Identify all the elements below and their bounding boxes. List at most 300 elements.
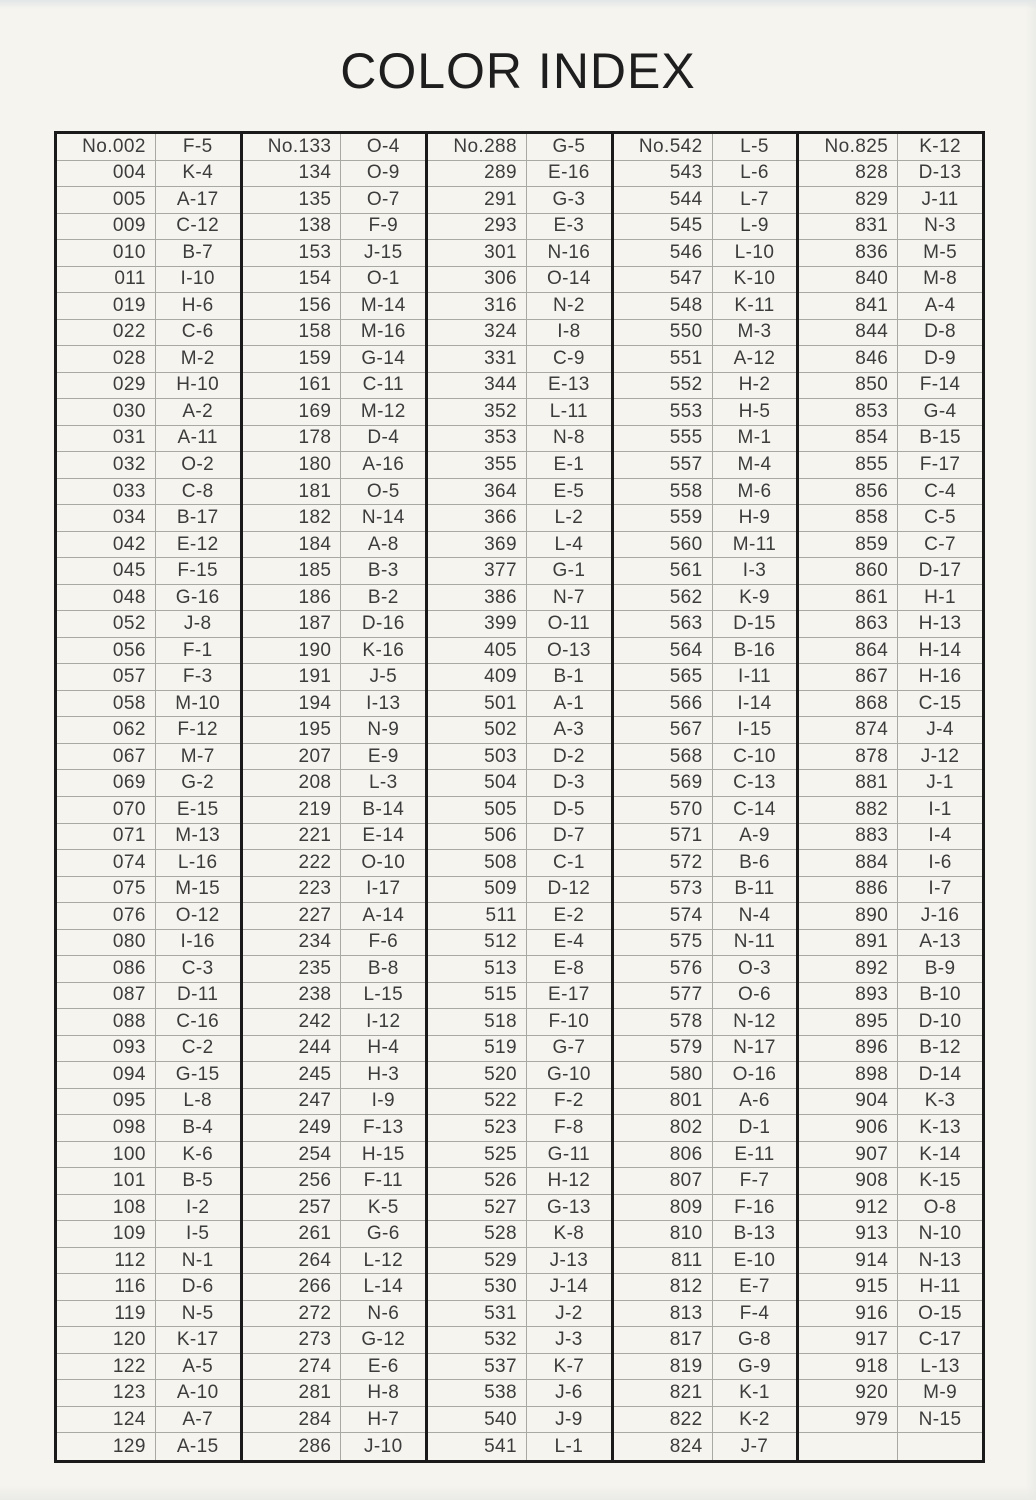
cell-code: I-11	[738, 666, 771, 688]
cell-code: E-6	[367, 1355, 399, 1377]
cell-number: 070	[57, 797, 156, 823]
cell-code: E-3	[553, 215, 585, 237]
cell-code: A-13	[919, 931, 961, 953]
cell-number: 828	[799, 161, 898, 187]
table-row	[57, 1142, 240, 1169]
table-row	[799, 134, 982, 161]
table-row	[799, 611, 982, 638]
cell-code: N-5	[181, 1302, 214, 1324]
table-row	[799, 1062, 982, 1089]
cell-number: 261	[243, 1221, 342, 1247]
cell-code: L-11	[549, 400, 588, 422]
cell-code: H-1	[924, 586, 956, 608]
cell-code: O-12	[175, 904, 220, 926]
cell-code: H-4	[367, 1037, 400, 1059]
cell-code: D-14	[918, 1063, 962, 1085]
cell-code: B-6	[739, 851, 770, 873]
table-row	[243, 1301, 426, 1328]
cell-code: D-17	[918, 560, 962, 582]
cell-code: N-3	[924, 215, 956, 237]
cell-number: 908	[799, 1168, 898, 1194]
cell-code: K-10	[733, 268, 776, 290]
table-row	[614, 850, 797, 877]
table-row	[243, 452, 426, 479]
table-row	[243, 850, 426, 877]
cell-code: O-13	[546, 639, 591, 661]
table-row	[57, 797, 240, 824]
cell-code: E-12	[176, 533, 219, 555]
table-row	[243, 214, 426, 241]
cell-code: H-15	[361, 1143, 405, 1165]
color-index-table	[54, 131, 985, 1463]
cell-code: H-2	[738, 374, 771, 396]
table-row	[428, 1407, 611, 1434]
cell-code: N-4	[738, 904, 771, 926]
table-row	[243, 558, 426, 585]
cell-number: 264	[243, 1248, 342, 1274]
table-row	[614, 1380, 797, 1407]
cell-number: 802	[614, 1115, 713, 1141]
cell-code: I-6	[928, 851, 952, 873]
table-row	[614, 187, 797, 214]
cell-code: O-4	[366, 135, 400, 157]
cell-number: 868	[799, 691, 898, 717]
cell-code: B-11	[734, 878, 775, 900]
table-row	[799, 638, 982, 665]
cell-code: H-13	[918, 613, 962, 635]
cell-code: A-14	[362, 904, 405, 926]
table-row	[428, 1062, 611, 1089]
table-row	[243, 717, 426, 744]
cell-code: J-6	[555, 1382, 583, 1404]
cell-code: H-10	[176, 374, 220, 396]
table-row	[799, 1221, 982, 1248]
cell-code: O-3	[738, 957, 771, 979]
table-row	[614, 161, 797, 188]
table-row	[428, 611, 611, 638]
cell-code: M-13	[175, 825, 221, 847]
cell-number: 527	[428, 1195, 527, 1221]
table-row	[243, 1115, 426, 1142]
table-row	[57, 1354, 240, 1381]
cell-number: 062	[57, 717, 156, 743]
cell-number: 508	[428, 850, 527, 876]
cell-number: 854	[799, 426, 898, 452]
table-row	[614, 638, 797, 665]
table-row	[243, 744, 426, 771]
table-row	[428, 1115, 611, 1142]
cell-code: J-16	[920, 904, 960, 926]
cell-number: 190	[243, 638, 342, 664]
cell-code: D-9	[924, 347, 956, 369]
cell-code: D-2	[552, 745, 585, 767]
cell-number: 523	[428, 1115, 527, 1141]
cell-code: L-13	[920, 1355, 960, 1377]
cell-number: 563	[614, 611, 713, 637]
table-row	[243, 1327, 426, 1354]
cell-number: 809	[614, 1195, 713, 1221]
table-row	[799, 691, 982, 718]
cell-code: F-4	[739, 1302, 770, 1324]
cell-code: F-11	[363, 1170, 403, 1192]
cell-code: C-9	[552, 347, 585, 369]
cell-number: 056	[57, 638, 156, 664]
table-row	[428, 1009, 611, 1036]
table-row	[428, 638, 611, 665]
cell-code: F-9	[368, 215, 399, 237]
cell-number: 562	[614, 585, 713, 611]
cell-number: 222	[243, 850, 342, 876]
table-row	[614, 320, 797, 347]
table-row	[428, 452, 611, 479]
table-row	[243, 824, 426, 851]
cell-code: N-12	[733, 1010, 776, 1032]
cell-code: K-8	[553, 1223, 585, 1245]
cell-number: 576	[614, 956, 713, 982]
cell-code: C-8	[181, 480, 214, 502]
cell-number: 227	[243, 903, 342, 929]
table-row	[243, 611, 426, 638]
cell-code: I-5	[186, 1223, 210, 1245]
cell-number: 052	[57, 611, 156, 637]
cell-number: 306	[428, 267, 527, 293]
cell-number: 543	[614, 161, 713, 187]
table-row	[428, 1142, 611, 1169]
table-row	[614, 505, 797, 532]
cell-code: H-14	[918, 639, 962, 661]
cell-code: E-4	[553, 931, 585, 953]
cell-number: 906	[799, 1115, 898, 1141]
cell-number: 377	[428, 558, 527, 584]
table-row	[57, 187, 240, 214]
table-row	[614, 346, 797, 373]
cell-number: 560	[614, 532, 713, 558]
cell-code: B-4	[182, 1116, 214, 1138]
table-row	[57, 1274, 240, 1301]
cell-number: 884	[799, 850, 898, 876]
cell-number: 886	[799, 877, 898, 903]
table-row	[799, 214, 982, 241]
cell-number: 019	[57, 293, 156, 319]
table-row	[428, 532, 611, 559]
table-row	[57, 956, 240, 983]
cell-number: 537	[428, 1354, 527, 1380]
table-row	[799, 267, 982, 294]
cell-code: D-12	[547, 878, 591, 900]
cell-number: 235	[243, 956, 342, 982]
cell-code: I-10	[180, 268, 215, 290]
table-row	[243, 1009, 426, 1036]
cell-code: H-16	[918, 666, 962, 688]
table-row	[243, 770, 426, 797]
cell-number: 861	[799, 585, 898, 611]
cell-number: 831	[799, 214, 898, 240]
cell-number: 369	[428, 532, 527, 558]
cell-number: 022	[57, 320, 156, 346]
table-row	[799, 903, 982, 930]
cell-code: B-8	[367, 957, 399, 979]
table-row	[57, 532, 240, 559]
cell-number: 031	[57, 426, 156, 452]
table-row	[799, 505, 982, 532]
cell-number: 840	[799, 267, 898, 293]
table-row	[243, 956, 426, 983]
cell-number: 540	[428, 1407, 527, 1433]
cell-number: 291	[428, 187, 527, 213]
cell-number: 824	[614, 1433, 713, 1460]
table-row	[614, 1142, 797, 1169]
cell-code: D-11	[177, 984, 219, 1006]
cell-code: A-7	[182, 1408, 214, 1430]
cell-number: 979	[799, 1407, 898, 1433]
cell-number: 088	[57, 1009, 156, 1035]
table-row	[428, 824, 611, 851]
cell-code: H-9	[738, 507, 771, 529]
cell-code: L-16	[177, 851, 218, 873]
table-row	[428, 1380, 611, 1407]
cell-code: J-10	[364, 1435, 403, 1457]
cell-number: 547	[614, 267, 713, 293]
cell-number: 353	[428, 426, 527, 452]
cell-code: F-6	[368, 931, 399, 953]
cell-number: 541	[428, 1433, 527, 1460]
table-row	[799, 293, 982, 320]
cell-number: 518	[428, 1009, 527, 1035]
cell-number: 344	[428, 373, 527, 399]
cell-code: C-15	[918, 692, 962, 714]
table-row	[428, 983, 611, 1010]
table-row	[614, 1009, 797, 1036]
table-row	[614, 877, 797, 904]
table-row	[57, 267, 240, 294]
table-row	[57, 373, 240, 400]
table-row	[614, 691, 797, 718]
table-row	[243, 293, 426, 320]
cell-code: M-1	[737, 427, 772, 449]
cell-code: M-9	[923, 1382, 958, 1404]
cell-code: M-10	[175, 692, 221, 714]
table-row	[614, 1327, 797, 1354]
cell-number: 011	[57, 267, 156, 293]
cell-number: 578	[614, 1009, 713, 1035]
table-row	[799, 1380, 982, 1407]
table-row	[799, 558, 982, 585]
cell-number: 850	[799, 373, 898, 399]
cell-number: 546	[614, 240, 713, 266]
cell-code: J-3	[555, 1329, 583, 1351]
cell-number: 807	[614, 1168, 713, 1194]
table-row	[799, 585, 982, 612]
cell-code: O-10	[361, 851, 406, 873]
cell-code: M-11	[732, 533, 777, 555]
cell-number: 520	[428, 1062, 527, 1088]
cell-code: G-1	[552, 560, 586, 582]
cell-code: K-4	[182, 162, 214, 184]
cell-code: I-13	[366, 692, 401, 714]
cell-number: 502	[428, 717, 527, 743]
cell-code: B-14	[362, 798, 405, 820]
cell-number: 890	[799, 903, 898, 929]
cell-number: 566	[614, 691, 713, 717]
cell-number: 913	[799, 1221, 898, 1247]
cell-code: C-12	[176, 215, 220, 237]
cell-code: M-2	[180, 347, 215, 369]
cell-code: O-15	[918, 1302, 962, 1324]
cell-code: K-9	[739, 586, 770, 608]
table-row	[799, 373, 982, 400]
table-row	[799, 797, 982, 824]
table-row	[57, 824, 240, 851]
cell-code	[898, 1433, 982, 1460]
table-row	[799, 1168, 982, 1195]
cell-number: 567	[614, 717, 713, 743]
cell-code: M-6	[737, 480, 772, 502]
cell-code: J-12	[920, 745, 960, 767]
cell-number: No.288	[428, 134, 527, 160]
table-row	[57, 664, 240, 691]
cell-code: C-17	[918, 1329, 962, 1351]
cell-number: 914	[799, 1248, 898, 1274]
cell-code: D-5	[552, 798, 585, 820]
cell-code: E-1	[553, 453, 585, 475]
cell-number: 409	[428, 664, 527, 690]
cell-number: 548	[614, 293, 713, 319]
table-row	[243, 983, 426, 1010]
table-row	[614, 1221, 797, 1248]
table-row	[614, 1274, 797, 1301]
table-row	[614, 983, 797, 1010]
cell-code: C-11	[362, 374, 404, 396]
table-row	[428, 1327, 611, 1354]
table-row	[614, 956, 797, 983]
table-row	[428, 797, 611, 824]
table-row	[799, 744, 982, 771]
cell-code: O-6	[738, 984, 771, 1006]
cell-number: 169	[243, 399, 342, 425]
cell-number: No.002	[57, 134, 156, 160]
cell-code: O-16	[732, 1063, 777, 1085]
table-row	[428, 1274, 611, 1301]
cell-number: 316	[428, 293, 527, 319]
cell-code: E-5	[553, 480, 585, 502]
cell-number: 881	[799, 770, 898, 796]
table-row	[799, 187, 982, 214]
cell-code: N-16	[547, 241, 591, 263]
table-row	[614, 903, 797, 930]
cell-code: K-15	[919, 1170, 961, 1192]
table-row	[57, 1248, 240, 1275]
table-row	[243, 187, 426, 214]
cell-code: N-9	[367, 719, 400, 741]
cell-number: 859	[799, 532, 898, 558]
table-row	[428, 479, 611, 506]
cell-number: 281	[243, 1380, 342, 1406]
cell-code: N-14	[361, 507, 405, 529]
cell-number: 867	[799, 664, 898, 690]
table-group	[57, 134, 243, 1460]
cell-number: 561	[614, 558, 713, 584]
cell-code: N-6	[367, 1302, 400, 1324]
cell-number: 515	[428, 983, 527, 1009]
cell-number: 067	[57, 744, 156, 770]
cell-code: I-4	[928, 825, 952, 847]
table-row	[428, 161, 611, 188]
cell-code: A-1	[553, 692, 585, 714]
table-row	[614, 1354, 797, 1381]
cell-number: 801	[614, 1089, 713, 1115]
cell-number	[799, 1433, 898, 1460]
cell-number: 076	[57, 903, 156, 929]
cell-number: 247	[243, 1089, 342, 1115]
table-row	[243, 1062, 426, 1089]
table-row	[243, 320, 426, 347]
cell-code: A-8	[367, 533, 399, 555]
cell-code: M-8	[923, 268, 958, 290]
cell-number: 208	[243, 770, 342, 796]
cell-code: K-2	[739, 1408, 770, 1430]
cell-code: A-5	[182, 1355, 214, 1377]
cell-code: N-15	[918, 1408, 962, 1430]
table-row	[614, 532, 797, 559]
cell-number: 004	[57, 161, 156, 187]
table-row	[799, 1009, 982, 1036]
cell-number: 119	[57, 1301, 156, 1327]
table-row	[57, 744, 240, 771]
cell-code: G-5	[552, 135, 586, 157]
cell-number: 841	[799, 293, 898, 319]
cell-code: G-7	[552, 1037, 586, 1059]
table-row	[799, 1036, 982, 1063]
cell-number: 532	[428, 1327, 527, 1353]
cell-code: G-13	[546, 1196, 591, 1218]
table-row	[243, 240, 426, 267]
cell-code: M-14	[360, 294, 406, 316]
cell-number: 817	[614, 1327, 713, 1353]
cell-number: 074	[57, 850, 156, 876]
cell-number: 219	[243, 797, 342, 823]
cell-code: N-17	[733, 1037, 776, 1059]
cell-number: 573	[614, 877, 713, 903]
cell-number: 029	[57, 373, 156, 399]
cell-number: 254	[243, 1142, 342, 1168]
table-row	[428, 399, 611, 426]
cell-number: 531	[428, 1301, 527, 1327]
cell-code: K-7	[553, 1355, 585, 1377]
cell-number: 551	[614, 346, 713, 372]
cell-number: 324	[428, 320, 527, 346]
cell-code: B-7	[182, 241, 214, 263]
cell-number: 010	[57, 240, 156, 266]
cell-code: I-17	[366, 878, 401, 900]
cell-code: G-4	[923, 400, 957, 422]
cell-code: L-7	[740, 188, 769, 210]
cell-number: 821	[614, 1380, 713, 1406]
table-row	[799, 983, 982, 1010]
table-row	[243, 426, 426, 453]
cell-number: 122	[57, 1354, 156, 1380]
cell-code: H-3	[367, 1063, 400, 1085]
cell-code: I-15	[737, 719, 772, 741]
cell-code: K-1	[739, 1382, 770, 1404]
table-row	[799, 1195, 982, 1222]
cell-code: A-2	[182, 400, 214, 422]
table-row	[243, 1221, 426, 1248]
table-row	[57, 770, 240, 797]
cell-code: J-15	[364, 241, 403, 263]
table-row	[614, 611, 797, 638]
cell-code: C-10	[733, 745, 776, 767]
table-row	[57, 399, 240, 426]
